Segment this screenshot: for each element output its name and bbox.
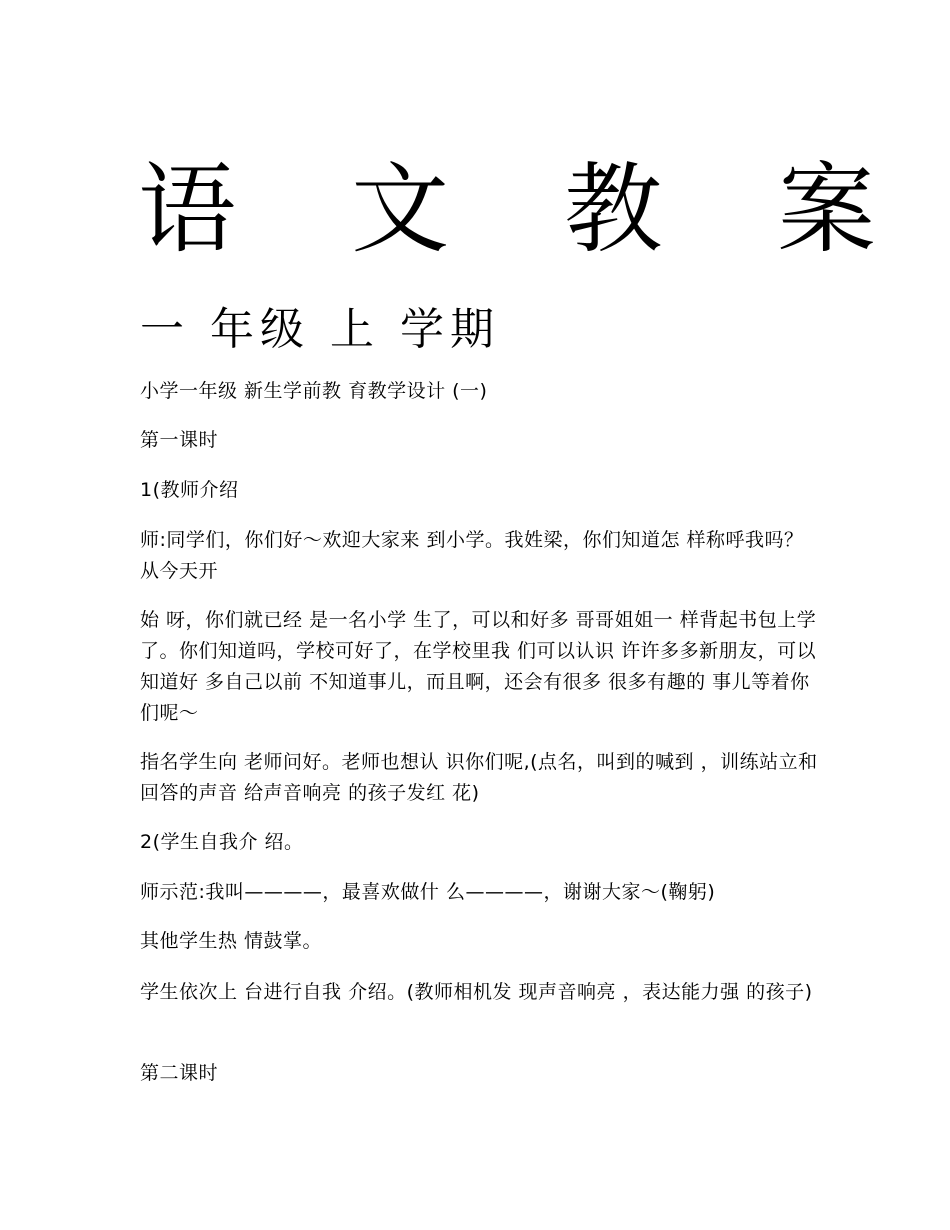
paragraph-applause: 其他学生热 情鼓掌。 <box>140 930 323 952</box>
paragraph-first-period: 第一课时 <box>140 429 219 451</box>
paragraph-roll-call: 指名学生向 老师问好。老师也想认 识你们呢,(点名，叫到的喊到 ，训练站立和 回答的声音 给声音响亮 的孩子发红 花) <box>140 751 818 804</box>
paragraph-teacher-greeting: 师:同学们，你们好～欢迎大家来 到小学。我姓梁，你们知道怎 样称呼我吗？ 从今天开 <box>140 529 804 582</box>
document-subtitle: 一 年级 上 学期 <box>140 304 500 355</box>
document-title: 语 文 教 案 <box>138 153 918 267</box>
paragraph-teacher-demo: 师示范:我叫————，最喜欢做什 么————，谢谢大家～(鞠躬) <box>140 881 716 903</box>
paragraph-student-intro-heading: 2(学生自我介 绍。 <box>140 831 304 853</box>
paragraph-student-turns: 学生依次上 台进行自我 介绍。(教师相机发 现声音响亮 ，表达能力强 的孩子) <box>140 981 813 1003</box>
paragraph-teacher-intro-heading: 1(教师介绍 <box>140 479 239 501</box>
paragraph-school-introduction: 始 呀，你们就已经 是一名小学 生了，可以和好多 哥哥姐姐一 样背起书包上学了。你们知道吗，学校可好了，在学校里我 们可以认识 许许多多新朋友，可以知道好 多自己以前 不知道事儿，而且啊，还会有很多 很多有趣的 事儿等着你 们呢～ <box>140 609 817 724</box>
paragraph-second-period: 第二课时 <box>140 1062 219 1084</box>
paragraph-lesson-design-title: 小学一年级 新生学前教 育教学设计 (一) <box>140 380 488 402</box>
